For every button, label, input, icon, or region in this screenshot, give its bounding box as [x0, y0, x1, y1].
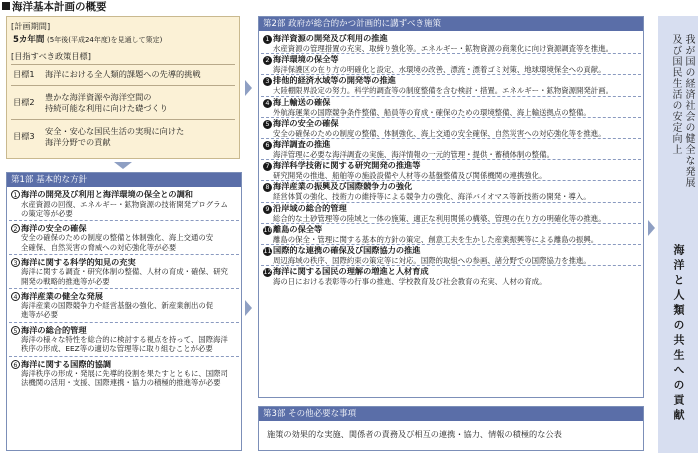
- goal-text: [45, 92, 235, 113]
- number-circle: 4: [11, 292, 20, 301]
- part3-body: 施策の効果的な実施、関係者の責務及び相互の連携・協力、情報の積極的な公表: [267, 429, 562, 439]
- part2-item-body: 研究開発の推進、船舶等の施設設備や人材等の基盤整備及び関係機関の連携強化。: [273, 171, 547, 181]
- part2-item: [259, 54, 643, 74]
- part2-item-title: [263, 54, 640, 65]
- number-disc: 6: [263, 141, 272, 150]
- part1-item-title: [11, 325, 238, 336]
- goal-row: [13, 126, 235, 147]
- number-circle: 3: [11, 258, 20, 267]
- part2-item-title: [263, 181, 640, 192]
- number-disc: 8: [263, 183, 272, 192]
- part2-item-title-text: 海洋環境の保全等: [273, 54, 339, 65]
- period-label: [計画期間]: [11, 21, 51, 31]
- part2-item-title: [263, 266, 640, 277]
- body-line: の策定等が必要: [21, 208, 73, 218]
- goal-text-line: 海洋分野での貢献: [45, 136, 111, 147]
- number-disc: 12: [263, 268, 272, 277]
- part2-item-title: [263, 118, 640, 129]
- part2-item-body: 外航海運業の国際競争条件整備、船員等の育成・確保のための環境整備、海上輸送拠点の整備。: [273, 107, 591, 117]
- dashed-divider: [9, 220, 239, 221]
- part2-item: [259, 97, 643, 117]
- number-disc: 4: [263, 99, 272, 108]
- period-main: 5カ年間: [13, 35, 45, 45]
- part1-item-body: [11, 369, 238, 387]
- part2-item-title: [263, 224, 640, 235]
- down-arrow-icon: [114, 162, 132, 169]
- part2-item: [259, 75, 643, 95]
- goal-label: 目標1: [13, 69, 35, 79]
- part2-item-body: 総合的な土砂管理等の陸域と一体の施策、適正な利用関係の構築、管理の在り方の明確化等の推進。: [273, 213, 606, 223]
- side-upper-line: 及び国民生活の安定向上: [670, 34, 681, 155]
- part1-item-title: [11, 359, 238, 370]
- part1-item-title: [11, 189, 238, 200]
- goal-label: 目標2: [13, 97, 35, 107]
- part1-item-body: [11, 233, 238, 251]
- body-line: 海洋産業の国際競争力や経営基盤の強化、新産業創出の促: [21, 301, 214, 311]
- part2-item-body: 海の日における表彰等の行事の推進、学校教育及び社会教育の充実、人材の育成。: [273, 277, 547, 287]
- part1-items: [7, 189, 241, 387]
- part1-item: [7, 291, 241, 320]
- part2-item: [259, 224, 643, 244]
- goal-text: [45, 126, 235, 147]
- right-arrow-icon: [245, 300, 252, 316]
- part1-item: [7, 325, 241, 354]
- part2-item-title-text: 海洋産業の振興及び国際競争力の強化: [273, 181, 413, 192]
- period-value: [13, 34, 162, 46]
- part2-item-title-text: 海洋に関する国民の理解の増進と人材育成: [273, 266, 429, 277]
- goal-text: [45, 69, 235, 80]
- part1-item-body: [11, 200, 238, 218]
- part2-item-title: [263, 139, 640, 150]
- dashed-divider: [9, 254, 239, 255]
- body-line: 秩序の形成、EEZ等の適切な管理等に取り組むことが必要: [21, 344, 213, 354]
- goal-row: [13, 69, 235, 80]
- part1-item-title: [11, 223, 238, 234]
- part2-item-body: 経営体質の強化、技術力の維持等による競争力の強化、海洋バイオマス等新技術の開発・導入。: [273, 192, 591, 202]
- number-circle: 6: [11, 360, 20, 369]
- part2-item-body: 海洋保護区の在り方の明確化と設定、水環境の改善、漂流・漂着ゴミ対策、地球環境保全への貢献。: [273, 65, 606, 75]
- body-line: 水産資源の回復、エネルギー・鉱物資源の技術開発プログラム: [21, 199, 228, 209]
- part2-item-title: [263, 97, 640, 108]
- part1-item-title-text: 海洋の総合的管理: [21, 324, 87, 335]
- side-lower-text: 海洋と人類の共生への貢献: [672, 244, 685, 424]
- body-line: 安全の確保のための制度の整備と体制強化、海上交通の安: [21, 233, 214, 243]
- part2-item: [259, 245, 643, 265]
- part2-item-title-text: 離島の保全等: [273, 223, 323, 234]
- part2-item-title-text: 排他的経済水域等の開発等の推進: [273, 75, 396, 86]
- part1-item: [7, 359, 241, 388]
- part2-item: [259, 266, 643, 286]
- body-line: 法機関の活用・支援、国際連携・協力の積極的推進等が必要: [21, 378, 221, 388]
- part3-box: [258, 406, 644, 451]
- number-disc: 9: [263, 205, 272, 214]
- body-line: 海洋に関する調査・研究体制の整備、人材の育成・確保、研究: [21, 267, 228, 277]
- page-title: [2, 1, 107, 14]
- number-circle: 5: [11, 326, 20, 335]
- number-disc: 5: [263, 120, 272, 129]
- body-line: 進等が必要: [21, 310, 58, 320]
- goal-text-line: 持続可能な利用に向けた礎づくり: [45, 102, 168, 113]
- dashed-divider: [9, 288, 239, 289]
- part2-item-title: [263, 160, 640, 171]
- period-note: (5年後(平成24年度)を見通して策定): [47, 36, 163, 44]
- square-bullet-icon: [2, 2, 10, 10]
- part2-item: [259, 33, 643, 53]
- divider: [11, 85, 235, 86]
- number-disc: 2: [263, 56, 272, 65]
- side-panel: [658, 16, 698, 453]
- part1-item-body: [11, 335, 238, 353]
- part2-item-title-text: 海洋科学技術に関する研究開発の推進等: [273, 160, 421, 171]
- part2-item-title-text: 海洋資源の開発及び利用の推進: [273, 33, 388, 43]
- part2-item-body: 周辺海域の秩序、国際約束の策定等に対応。国際的取組への参画、諸分野での国際協力を推進。: [273, 256, 591, 266]
- part2-item-title-text: 海洋の安全の確保: [273, 117, 339, 128]
- right-arrow-icon: [648, 220, 655, 236]
- part2-item-title-text: 海洋調査の推進: [273, 139, 331, 150]
- part2-item: [259, 139, 643, 159]
- part2-item: [259, 203, 643, 223]
- part2-item-body: 水産資源の管理措置の充実、取締り強化等。エネルギー・鉱物資源の商業化に向け資源調査等を推進。: [273, 44, 613, 53]
- part2-item-title: [263, 33, 640, 44]
- part1-item-body: [11, 267, 238, 285]
- goal-text-line: 海洋における全人類的課題への先導的挑戦: [45, 69, 201, 79]
- part1-box: [6, 172, 242, 451]
- part2-box: [258, 16, 644, 398]
- part2-item-body: 海洋管理に必要な海洋調査の実施、海洋情報の一元的管理・提供・蓄積体制の整備。: [273, 150, 554, 160]
- number-disc: 11: [263, 247, 272, 256]
- goal-text-line: 安全・安心な国民生活の実現に向けた: [45, 126, 185, 136]
- page-title-text: 海洋基本計画の概要: [12, 1, 107, 13]
- part2-item-body: 安全の確保のための制度の整備、体制強化、海上交通の安全確保、自然災害への対応強化等を推進。: [273, 128, 606, 138]
- part1-item-title: [11, 291, 238, 302]
- part1-item: [7, 189, 241, 218]
- goals-label: [目指すべき政策目標]: [11, 51, 91, 61]
- number-disc: 10: [263, 225, 272, 234]
- part2-item-title: [263, 245, 640, 256]
- goal-label: 目標3: [13, 131, 35, 141]
- part1-item: [7, 257, 241, 286]
- part1-item-title: [11, 257, 238, 268]
- part2-item: [259, 118, 643, 138]
- goal-row: [13, 92, 235, 113]
- number-disc: 3: [263, 77, 272, 86]
- part1-item: [7, 223, 241, 252]
- body-line: 海洋の様々な特性を総合的に検討する視点を持って、国際海洋: [21, 335, 228, 345]
- part3-header: 第3部 その他必要な事項: [259, 407, 643, 421]
- part2-header: 第2部 政府が総合的かつ計画的に講ずべき施策: [259, 17, 643, 31]
- part1-item-title-text: 海洋の安全の確保: [21, 222, 87, 233]
- plan-overview-box: [6, 16, 240, 159]
- part2-item-title-text: 沿岸域の総合的管理: [273, 202, 347, 213]
- part1-header: 第1部 基本的な方針: [7, 173, 241, 187]
- number-circle: 2: [11, 224, 20, 233]
- part2-item: [259, 160, 643, 180]
- right-arrow-icon: [245, 80, 252, 96]
- dashed-divider: [9, 356, 239, 357]
- part1-item-body: [11, 301, 238, 319]
- part2-item-title-text: 海上輸送の確保: [273, 96, 331, 107]
- number-circle: 1: [11, 190, 20, 199]
- part2-item-body: 大陸棚限界設定の努力。科学的調査等の制度整備を含む検討・措置。エネルギー・鉱物資源開発計画。: [273, 86, 613, 96]
- number-disc: 7: [263, 162, 272, 171]
- part2-item-title-text: 国際的な連携の確保及び国際協力の推進: [273, 245, 421, 256]
- part1-item-title-text: 海洋に関する国際的協調: [21, 358, 112, 369]
- side-upper-line: 我が国の経済社会の健全な発展: [683, 34, 694, 188]
- body-line: 海洋秩序の形成・発展に先導的役割を果たすとともに、国際司: [21, 369, 228, 379]
- number-disc: 1: [263, 35, 272, 44]
- part2-item: [259, 181, 643, 201]
- goal-text-line: 豊かな海洋資源や海洋空間の: [45, 92, 152, 102]
- divider: [11, 64, 235, 65]
- dashed-divider: [9, 322, 239, 323]
- part2-item-title: [263, 75, 640, 86]
- body-line: 全確保、自然災害の脅威への対応強化等が必要: [21, 242, 177, 252]
- part2-item-title: [263, 203, 640, 214]
- part1-item-title-text: 海洋に関する科学的知見の充実: [21, 256, 136, 267]
- part1-item-title-text: 海洋産業の健全な発展: [21, 290, 103, 301]
- part1-item-title-text: 海洋の開発及び利用と海洋環境の保全との調和: [21, 189, 193, 199]
- divider: [11, 119, 235, 120]
- part2-items: [259, 33, 643, 286]
- body-line: 開発の戦略的推進等が必要: [21, 276, 110, 286]
- part2-item-body: 離島の保全・管理に関する基本的方針の策定、創意工夫を生かした産業振興等による離島の振興。: [273, 234, 599, 244]
